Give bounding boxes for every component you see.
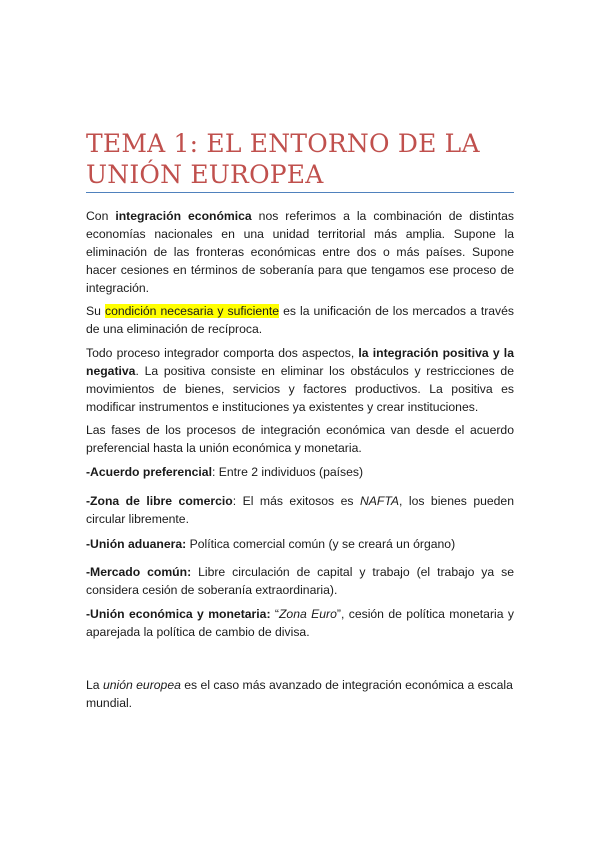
- text-span: es la unificación de los mercados a través de una eliminación de recíproca.: [86, 304, 515, 336]
- paragraph-union-europea: [86, 676, 514, 712]
- phase-acuerdo-preferencial: [86, 463, 514, 481]
- bold-term: -Unión económica y monetaria:: [86, 607, 271, 621]
- text-span: . La positiva consiste en eliminar los obstáculos y restricciones de movimientos de bienes, servicios y factores productivos. La positiva es modificar instrumentos e instituciones ya existentes y crear instituciones.: [86, 364, 514, 414]
- text-span: Política comercial común (y se creará un órgano): [186, 537, 456, 551]
- bold-term: -Unión aduanera:: [86, 537, 187, 551]
- text-span: nos referimos a la combinación de distintas economías nacionales en una unidad territorial más amplia. Supone la eliminación de las fronteras económicas entre dos o más países. Supone hacer cesiones en términos de soberanía para que tengamos ese proceso de integración.: [86, 209, 514, 295]
- text-span: ”, cesión de política monetaria y aparejada la política de cambio de divisa.: [86, 607, 514, 639]
- title-underline-rule: [86, 192, 514, 193]
- text-span: Su: [86, 304, 105, 318]
- phase-mercado-comun: [86, 563, 514, 599]
- text-span: Con: [86, 209, 116, 223]
- bold-term: la integración positiva y la negativa: [86, 346, 514, 378]
- bold-term: -Mercado común:: [86, 565, 192, 579]
- italic-term: NAFTA: [359, 494, 400, 508]
- page-title: TEMA 1: EL ENTORNO DE LA UNIÓN EUROPEA: [86, 129, 480, 189]
- bold-term: -Zona de libre comercio: [86, 494, 233, 508]
- highlighted-text: condición necesaria y suficiente: [104, 304, 280, 318]
- phase-union-aduanera: [86, 535, 514, 553]
- text-span: : El más exitosos es: [232, 494, 360, 508]
- paragraph-fases: Las fases de los procesos de integración económica van desde el acuerdo preferencial hasta la unión económica y monetaria.: [86, 423, 514, 455]
- text-span: La: [86, 678, 103, 692]
- text-span: “: [270, 607, 279, 621]
- bold-term: integración económica: [115, 209, 252, 223]
- text-span: : Entre 2 individuos (países): [211, 465, 364, 479]
- paragraph-condicion: [86, 302, 514, 338]
- phase-union-economica-monetaria: [86, 605, 514, 641]
- italic-term: unión europea: [102, 678, 181, 692]
- phase-zona-libre-comercio: [86, 492, 514, 528]
- paragraph-proceso-integrador: [86, 344, 514, 416]
- italic-term: Zona Euro: [278, 607, 337, 621]
- paragraph-integracion-economica: [86, 207, 514, 297]
- text-span: Todo proceso integrador comporta dos aspectos,: [86, 346, 359, 360]
- text-span: es el caso más avanzado de integración económica a escala mundial.: [86, 678, 513, 710]
- text-span: , los bienes pueden circular libremente.: [86, 494, 514, 526]
- bold-term: -Acuerdo preferencial: [86, 465, 212, 479]
- text-span: Libre circulación de capital y trabajo (el trabajo ya se considera cesión de soberanía extraordinaria).: [86, 565, 514, 597]
